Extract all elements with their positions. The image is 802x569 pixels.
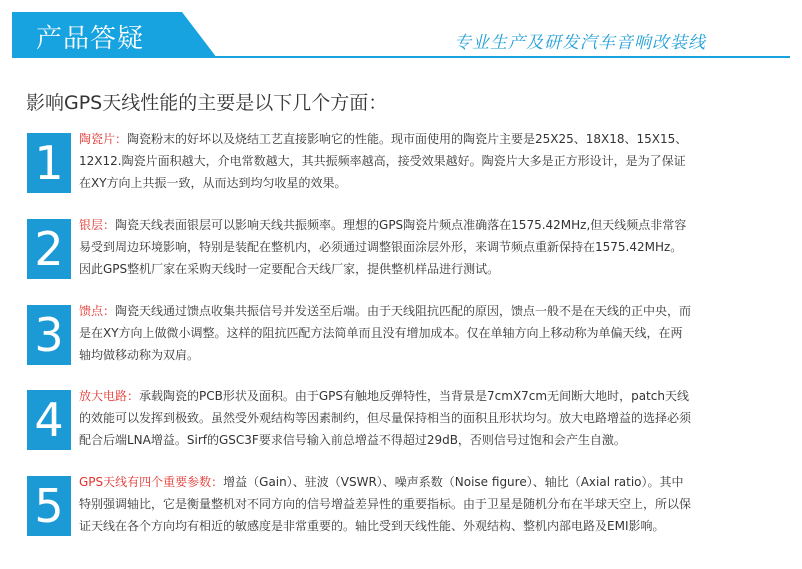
item-text [79,128,694,194]
item-keyword: 陶瓷片： [79,132,128,146]
item-body: 承载陶瓷的PCB形状及面积。由于GPS有触地反弹特性，当背景是7cmX7cm无间断大地时，patch天线的效能可以发挥到极致。虽然受外观结构等因素制约，但尽量保持相当的面积且形状均匀。放大电路增益的选择必须配合后端LNA增益。Sirf的GSC3F要求信号输入前总增益不得超过29dB，否则信号过饱和会产生自激。 [79,389,692,447]
item-number: 3 [27,305,71,365]
page-title: 产品答疑 [36,24,145,54]
header-slogan: 专业生产及研发汽车音响改装线 [454,33,706,53]
item-body: 增益（Gain）、驻波（VSWR）、噪声系数（Noise figure）、轴比（Axial ratio）。其中特别强调轴比，它是衡量整机对不同方向的信号增益差异性的重要指标。由于卫星是随机分布在半球天空上，所以保证天线在各个方向均有相近的敏感度是非常重要的。轴比受到天线性能、外观结构、整机内部电路及EMI影响。 [79,475,692,533]
item-text [79,214,694,280]
item-body: 陶瓷天线通过馈点收集共振信号并发送至后端。由于天线阻抗匹配的原因，馈点一般不是在天线的正中央，而是在XY方向上做微小调整。这样的阻抗匹配方法简单而且没有增加成本。仅在单轴方向上移动称为单偏天线，在两轴均做移动称为双肩。 [79,304,692,362]
item-text [79,385,694,451]
item-keyword: 馈点： [79,304,116,318]
item-text [79,471,694,537]
header-divider [12,56,790,58]
header-banner [0,0,802,60]
item-keyword: 银层： [79,218,116,232]
item-number: 4 [27,390,71,450]
item-number: 5 [27,476,71,536]
item-body: 陶瓷天线表面银层可以影响天线共振频率。理想的GPS陶瓷片频点准确落在1575.42MHz,但天线频点非常容易受到周边环境影响，特别是装配在整机内，必须通过调整银面涂层外形，来调节频点重新保持在1575.42MHz。因此GPS整机厂家在采购天线时一定要配合天线厂家，提供整机样品进行测试。 [79,218,687,276]
item-text [79,300,694,366]
intro-heading: 影响GPS天线性能的主要是以下几个方面： [26,92,388,114]
item-number: 1 [27,133,71,193]
item-number: 2 [27,219,71,279]
item-keyword: GPS天线有四个重要参数： [79,475,224,489]
item-keyword: 放大电路： [79,389,140,403]
item-body: 陶瓷粉末的好坏以及烧结工艺直接影响它的性能。现市面使用的陶瓷片主要是25X25、18X18、15X15、12X12.陶瓷片面积越大，介电常数越大，其共振频率越高，接受效果越好。陶瓷片大多是正方形设计，是为了保证在XY方向上共振一致，从而达到均匀收星的效果。 [79,132,688,190]
